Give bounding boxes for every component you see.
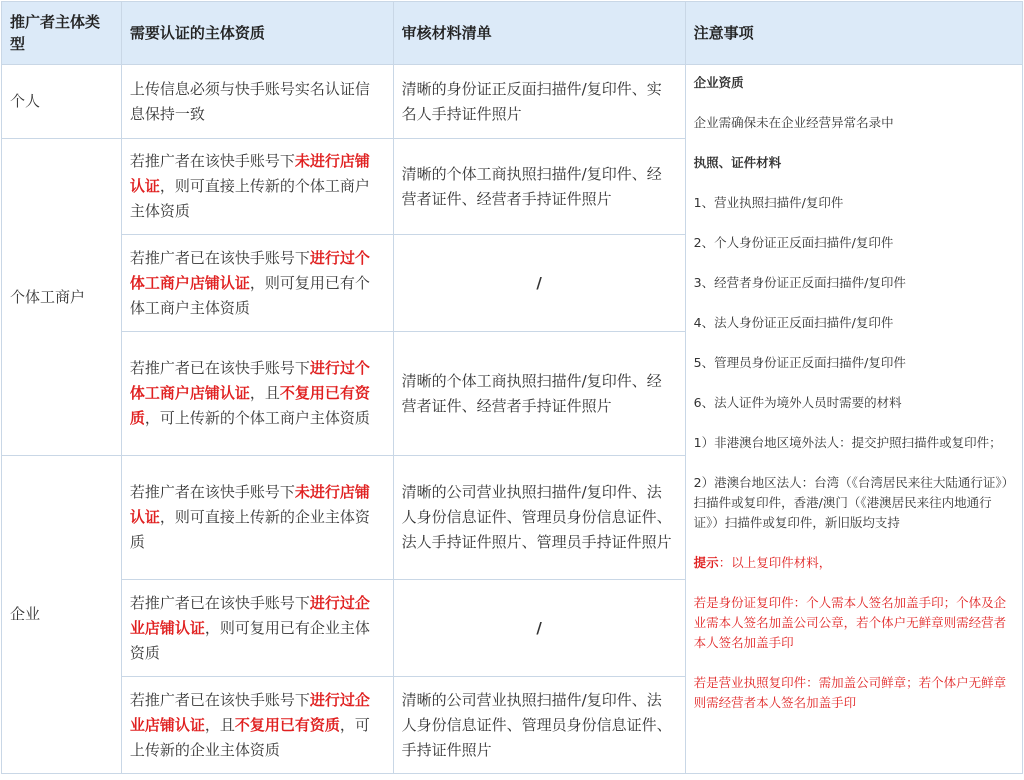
qual-highlight: 进行过个体工商户店铺认证 <box>129 359 370 402</box>
notes-item: 3、经营者身份证正反面扫描件/复印件 <box>693 275 906 290</box>
qual-text: ，则可直接上传新的企业主体资质 <box>129 508 370 551</box>
qual-text: ，可上传新的个体工商户主体资质 <box>144 409 370 427</box>
notes-item: 5、管理员身份证正反面扫描件/复印件 <box>693 355 906 370</box>
notes-tip-label: 提示 <box>693 555 719 570</box>
notes-tip-license: 若是营业执照复印件：需加盖公司鲜章；若个体户无鲜章则需经营者本人签名加盖手印 <box>693 675 1007 710</box>
qual-individual-1 <box>121 139 393 235</box>
qual-highlight: 进行过企业店铺认证 <box>129 690 370 734</box>
header-materials: 审核材料清单 <box>393 2 685 65</box>
qualification-table <box>1 1 1023 774</box>
notes-tip-text: ：以上复印件材料， <box>718 555 832 570</box>
materials-individual-1: 清晰的个体工商执照扫描件/复印件、经营者证件、经营者手持证件照片 <box>393 139 685 235</box>
notes-heading-license: 执照、证件材料 <box>693 155 782 170</box>
type-enterprise: 企业 <box>2 456 122 774</box>
notes-foreign-2: 2）港澳台地区法人：台湾（《台湾居民来往大陆通行证》）扫描件或复印件，香港/澳门（《港澳居民来往内地通行证》）扫描件或复印件，新旧版均支持 <box>693 475 1008 530</box>
qual-highlight: 进行过个体工商户店铺认证 <box>129 248 370 292</box>
materials-individual-3: 清晰的个体工商执照扫描件/复印件、经营者证件、经营者手持证件照片 <box>393 332 685 456</box>
qual-text: 若推广者已在该快手账号下 <box>129 690 310 709</box>
materials-enterprise-1: 清晰的公司营业执照扫描件/复印件、法人身份信息证件、管理员身份信息证件、法人手持证件照片、管理员手持证件照片 <box>393 456 685 580</box>
qual-text: 若推广者已在该快手账号下 <box>129 248 310 267</box>
qual-text: ，可上传新的企业主体资质 <box>129 715 370 759</box>
qual-text: 若推广者在该快手账号下 <box>129 483 295 501</box>
qual-personal: 上传信息必须与快手账号实名认证信息保持一致 <box>121 65 393 139</box>
header-qualification: 需要认证的主体资质 <box>121 2 393 65</box>
qual-text: ，且 <box>204 715 235 734</box>
qual-text: 若推广者在该快手账号下 <box>129 152 295 170</box>
notes-item: 2、个人身份证正反面扫描件/复印件 <box>693 235 894 250</box>
materials-enterprise-3: 清晰的公司营业执照扫描件/复印件、法人身份信息证件、管理员身份信息证件、手持证件照片 <box>393 677 685 774</box>
notes-foreign-1: 1）非港澳台地区境外法人：提交护照扫描件或复印件； <box>693 435 1002 450</box>
qual-individual-2 <box>121 235 393 332</box>
header-type: 推广者主体类型 <box>2 2 122 65</box>
qual-enterprise-3 <box>121 677 393 774</box>
qual-highlight: 未进行店铺认证 <box>129 152 370 195</box>
qual-highlight: 进行过企业店铺认证 <box>129 593 370 637</box>
qual-highlight: 不复用已有资质 <box>234 715 340 734</box>
qual-text: ，则可复用已有个体工商户主体资质 <box>129 273 370 317</box>
qual-text: 若推广者已在该快手账号下 <box>129 359 310 377</box>
qual-highlight: 不复用已有资质 <box>129 384 370 427</box>
notes-item: 6、法人证件为境外人员时需要的材料 <box>693 395 902 410</box>
notes-enterprise-text: 企业需确保未在企业经营异常名录中 <box>693 115 894 130</box>
notes-cell <box>685 65 1022 774</box>
qual-text: ，则可复用已有企业主体资质 <box>129 618 370 662</box>
qual-highlight: 未进行店铺认证 <box>129 483 370 526</box>
qual-enterprise-1 <box>121 456 393 580</box>
type-individual: 个体工商户 <box>2 139 122 456</box>
table-header-row <box>2 2 1023 65</box>
materials-individual-2: / <box>393 235 685 332</box>
notes-heading-enterprise: 企业资质 <box>693 75 744 90</box>
notes-tip <box>694 553 1014 573</box>
header-notes: 注意事项 <box>685 2 1022 65</box>
qual-enterprise-2 <box>121 580 393 677</box>
qual-text: ，且 <box>249 384 280 402</box>
qual-text: ，则可直接上传新的个体工商户主体资质 <box>129 177 370 220</box>
table-row <box>2 65 1023 139</box>
materials-personal: 清晰的身份证正反面扫描件/复印件、实名人手持证件照片 <box>393 65 685 139</box>
type-personal: 个人 <box>2 65 122 139</box>
notes-tip-id: 若是身份证复印件：个人需本人签名加盖手印；个体及企业需本人签名加盖公司公章，若个体户无鲜章则需经营者本人签名加盖手印 <box>693 595 1007 650</box>
qual-individual-3 <box>121 332 393 456</box>
qual-text: 若推广者已在该快手账号下 <box>129 593 310 612</box>
notes-item: 4、法人身份证正反面扫描件/复印件 <box>693 315 894 330</box>
notes-item: 1、营业执照扫描件/复印件 <box>693 195 844 210</box>
materials-enterprise-2: / <box>393 580 685 677</box>
